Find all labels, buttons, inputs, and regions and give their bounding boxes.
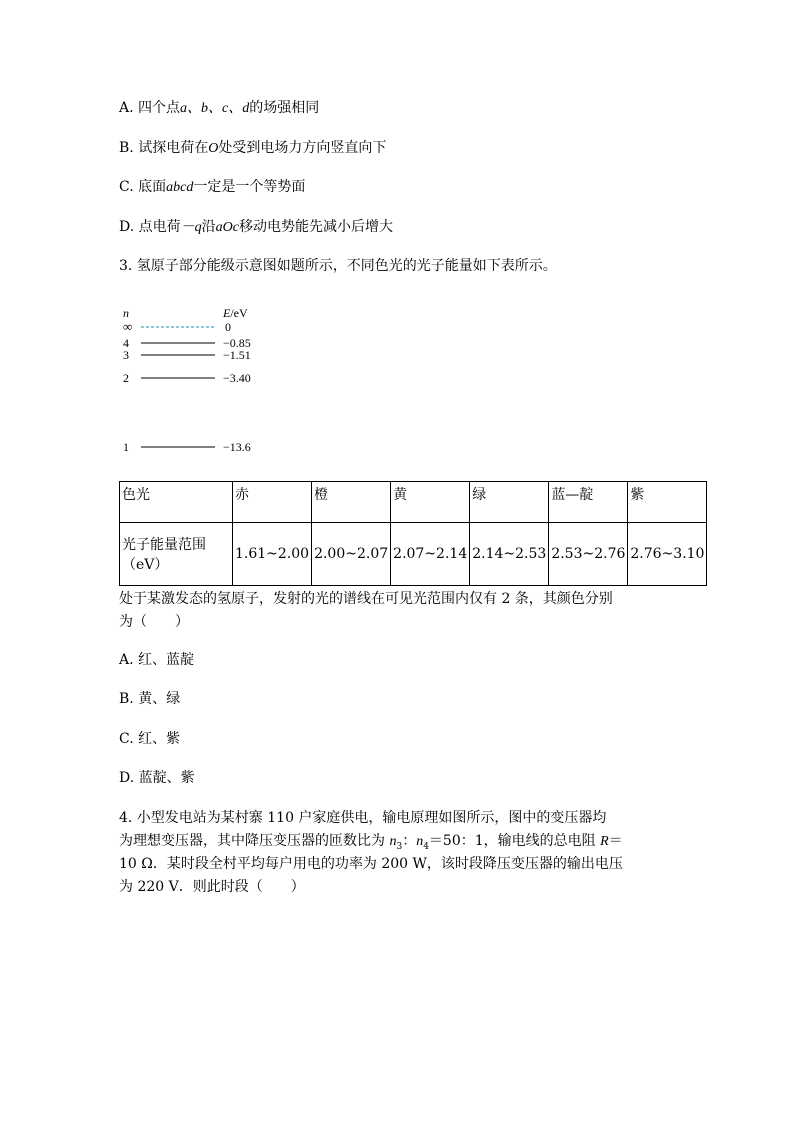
table-header-cell: 蓝—靛: [549, 482, 628, 523]
level-n-2: 2: [123, 371, 129, 385]
option-d-prefix: D. 点电荷: [119, 219, 181, 235]
q4-line2-a: 为理想变压器，其中降压变压器的匝数比为: [119, 833, 390, 849]
table-cell: 2.76~3.10: [628, 523, 707, 586]
q3-option-d: D. 蓝靛、紫: [119, 770, 195, 786]
table-cell: 2.00~2.07: [312, 523, 391, 586]
table-cell: 2.53~2.76: [549, 523, 628, 586]
e-axis-label: E/eV: [223, 306, 248, 320]
q4-line1: 4. 小型发电站为某村寨 110 户家庭供电，输电原理如图所示，图中的变压器均: [119, 810, 607, 826]
q3-option-a: A. 红、蓝靛: [119, 652, 195, 668]
level-e-3: −1.51: [223, 348, 251, 362]
option-d-path: aOc: [215, 220, 239, 235]
q4-line2: [119, 831, 623, 857]
option-d-charge: －q: [180, 220, 202, 235]
level-e-1: −13.6: [223, 440, 251, 454]
q3-stem: 3. 氢原子部分能级示意图如题所示，不同色光的光子能量如下表所示。: [119, 258, 557, 274]
ratio-sep: ：: [402, 833, 417, 849]
option-c-var: abcd: [166, 180, 194, 195]
level-n-1: 1: [123, 440, 129, 454]
table-header-cell: 赤: [233, 482, 312, 523]
option-b: [119, 138, 386, 159]
table-row: [120, 523, 707, 586]
table-cell: 2.14~2.53: [470, 523, 549, 586]
q4-line2-b: ＝50：1，输电线的总电阻: [428, 833, 601, 849]
option-c-prefix: C. 底面: [119, 179, 167, 195]
option-a: [119, 98, 319, 119]
level-n-inf: ∞: [123, 319, 133, 334]
n-axis-label: n: [123, 306, 129, 320]
table-header-cell: 紫: [628, 482, 707, 523]
level-n-4: 4: [123, 336, 129, 350]
q4-line4: 为 220 V．则此时段（ ）: [119, 879, 305, 895]
table-header-cell: 黄: [391, 482, 470, 523]
q3-option-c: C. 红、紫: [119, 731, 181, 747]
option-d: [119, 217, 393, 238]
q3-question-line2: 为（ ）: [119, 614, 189, 630]
level-e-inf: 0: [225, 320, 231, 334]
table-cell: 2.07~2.14: [391, 523, 470, 586]
energy-level-diagram: [119, 300, 299, 460]
level-e-2: −3.40: [223, 371, 251, 385]
ratio-n3: n: [389, 834, 397, 849]
resistance-symbol: R: [600, 834, 609, 849]
level-e-4: −0.85: [223, 336, 251, 350]
table-header-cell: 绿: [470, 482, 549, 523]
row-label-line2: （eV）: [122, 557, 169, 573]
ratio-n4: n: [416, 834, 424, 849]
level-n-3: 3: [123, 348, 129, 362]
option-b-var: O: [208, 141, 219, 156]
option-a-prefix: A. 四个点: [119, 100, 181, 116]
table-header-row: [120, 482, 707, 523]
q4-line3: 10 Ω．某时段全村平均每户用电的功率为 200 W，该时段降压变压器的输出电压: [119, 856, 623, 872]
row-label-line1: 光子能量范围: [122, 537, 206, 553]
table-cell: 1.61~2.00: [233, 523, 312, 586]
option-c: [119, 177, 305, 198]
option-b-suffix: 处受到电场力方向竖直向下: [218, 140, 387, 156]
table-header-cell: 橙: [312, 482, 391, 523]
option-d-mid: 沿: [201, 219, 216, 235]
option-a-vars: a、b、c、d: [180, 101, 250, 116]
ratio-n3-sub: 3: [396, 841, 403, 852]
q3-option-b: B. 黄、绿: [119, 691, 181, 707]
option-a-suffix: 的场强相同: [249, 100, 320, 116]
q4-line2-c: ＝: [608, 833, 623, 849]
option-d-suffix: 移动电势能先减小后增大: [238, 219, 393, 235]
q3-question-line1: 处于某激发态的氢原子，发射的光的谱线在可见光范围内仅有 2 条，其颜色分别: [119, 591, 613, 607]
table-header-cell: 色光: [120, 482, 233, 523]
photon-energy-table: [119, 481, 707, 586]
option-b-prefix: B. 试探电荷在: [119, 140, 209, 156]
table-row-label: [120, 523, 233, 586]
option-c-suffix: 一定是一个等势面: [193, 179, 306, 195]
ratio-n4-sub: 4: [423, 841, 429, 852]
